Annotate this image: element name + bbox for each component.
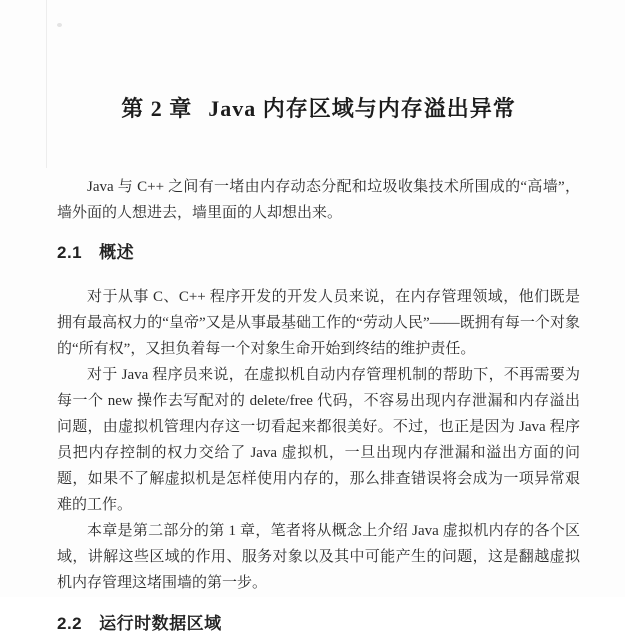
intro-paragraph: Java 与 C++ 之间有一堵由内存动态分配和垃圾收集技术所围成的“高墙”，墙外面的人想进去，墙里面的人却想出来。 [57,179,580,221]
section-title-2-1: 概述 [99,243,135,262]
body-paragraph: 对于 Java 程序员来说，在虚拟机自动内存管理机制的帮助下，不再需要为每一个 new 操作去写配对的 delete/free 代码，不容易出现内存泄漏和内存溢出问题，由虚拟机管理内存这一切看起来都很美好。不过，也正是因为 Java 程序员把内存控制的权力交给了 Java 虚拟机，一旦出现内存泄漏和溢出方面的问题，如果不了解虚拟机是怎样使用内存的，那么排查错误将会成为一项异常艰难的工作。 [57,367,580,513]
intro-block [57,174,580,226]
section-heading-2-2 [57,613,580,635]
body-paragraph: 对于从事 C、C++ 程序开发的开发人员来说，在内存管理领域，他们既是拥有最高权力的“皇帝”又是从事最基础工作的“劳动人民”——既拥有每一个对象的“所有权”，又担负着每一个对象生命开始到终结的维护责任。 [57,289,580,357]
section-number-2-2: 2.2 [57,614,83,633]
chapter-heading [57,0,580,126]
chapter-title: Java 内存区域与内存溢出异常 [208,96,516,121]
section-number-2-1: 2.1 [57,243,83,262]
chapter-number: 第 2 章 [121,96,193,121]
body-paragraph: 本章是第二部分的第 1 章，笔者将从概念上介绍 Java 虚拟机内存的各个区域，讲解这些区域的作用、服务对象以及其中可能产生的问题，这是翻越虚拟机内存管理这堵围墙的第一步。 [57,523,580,591]
section-heading-2-1 [57,242,580,264]
scan-artifact-line [46,0,47,168]
section-title-2-2: 运行时数据区域 [99,614,222,633]
scan-artifact-dot [57,23,62,27]
